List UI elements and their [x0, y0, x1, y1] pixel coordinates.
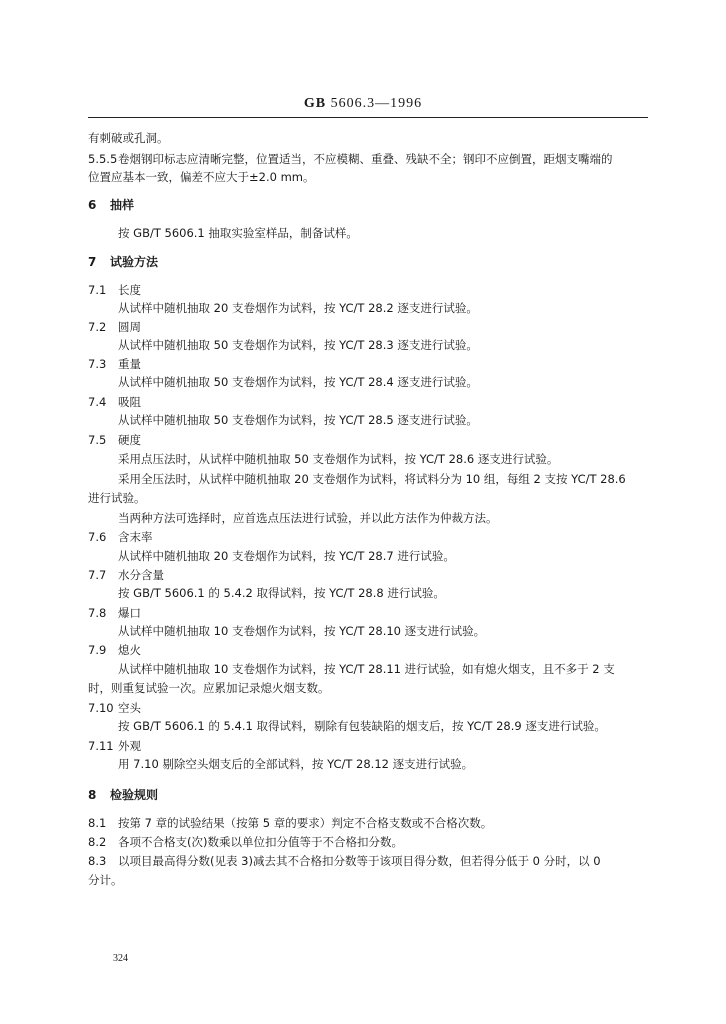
- clause-5-5-5-line-2: 位置应基本一致，偏差不应大于±2.0 mm。: [88, 170, 315, 184]
- clause-5-5-5-line-1: [88, 151, 653, 167]
- clause-7-4-body: 从试样中随机抽取 50 支卷烟作为试料，按 YC/T 28.5 逐支进行试验。: [118, 413, 478, 427]
- clause-7-8-body: 从试样中随机抽取 10 支卷烟作为试料，按 YC/T 28.10 逐支进行试验。: [118, 624, 486, 638]
- clause-7-1-body: 从试样中随机抽取 20 支卷烟作为试料，按 YC/T 28.2 逐支进行试验。: [118, 301, 478, 315]
- clause-title: 硬度: [118, 433, 141, 447]
- clause-number: 7.1: [88, 283, 107, 297]
- clause-title: 含末率: [118, 530, 153, 544]
- section-6-heading: [88, 197, 653, 213]
- clause-number: 7.8: [88, 606, 107, 620]
- page-header: [0, 96, 726, 112]
- clause-7-8-heading: [88, 605, 653, 621]
- clause-8-3-cont: 分计。: [88, 873, 123, 887]
- clause-7-5-body-2: 采用全压法时，从试样中随机抽取 20 支卷烟作为试料，将试料分为 10 组，每组 2 支按 YC/T 28.6: [118, 472, 626, 486]
- clause-7-5-body-2-cont: 进行试验。: [88, 491, 146, 505]
- clause-7-2-body: 从试样中随机抽取 50 支卷烟作为试料，按 YC/T 28.3 逐支进行试验。: [118, 338, 478, 352]
- clause-number: 7.3: [88, 357, 107, 371]
- clause-title: 水分含量: [118, 568, 164, 582]
- clause-number: 7.11: [88, 739, 114, 753]
- clause-7-11-body: 用 7.10 剔除空头烟支后的全部试料，按 YC/T 28.12 逐支进行试验。: [118, 757, 474, 771]
- clause-7-3-heading: [88, 356, 653, 372]
- section-title: 试验方法: [110, 255, 159, 269]
- clause-title: 爆口: [118, 606, 141, 620]
- clause-8-3: [88, 853, 653, 869]
- clause-title: 吸阻: [118, 395, 141, 409]
- standard-number: 5606.3—1996: [330, 96, 423, 111]
- clause-number: 5.5.5: [88, 152, 118, 166]
- clause-number: 7.4: [88, 395, 107, 409]
- section-number: 6: [88, 198, 97, 212]
- clause-number: 7.7: [88, 568, 107, 582]
- clause-number: 7.9: [88, 643, 107, 657]
- section-7-heading: [88, 254, 653, 270]
- clause-title: 重量: [118, 357, 141, 371]
- clause-number: 8.2: [88, 835, 107, 849]
- clause-7-5-body-3: 当两种方法可选择时，应首选点压法进行试验，并以此方法作为仲裁方法。: [118, 511, 498, 525]
- clause-number: 7.5: [88, 433, 107, 447]
- clause-title: 空头: [118, 701, 141, 715]
- clause-7-3-body: 从试样中随机抽取 50 支卷烟作为试料，按 YC/T 28.4 逐支进行试验。: [118, 375, 478, 389]
- clause-title: 圆周: [118, 320, 141, 334]
- section-number: 8: [88, 788, 97, 802]
- clause-8-2: [88, 834, 653, 850]
- continuation-text: 有刺破或孔洞。: [88, 131, 169, 145]
- clause-title: 外观: [118, 739, 141, 753]
- clause-text: 卷烟钢印标志应清晰完整，位置适当，不应模糊、重叠、残缺不全；钢印不应倒置，距烟支嘴端的: [118, 152, 613, 166]
- clause-text: 以项目最高得分数(见表 3)减去其不合格扣分数等于该项目得分数，但若得分低于 0 分时，以 0: [118, 854, 601, 868]
- clause-7-6-body: 从试样中随机抽取 20 支卷烟作为试料，按 YC/T 28.7 进行试验。: [118, 549, 455, 563]
- clause-7-7-heading: [88, 567, 653, 583]
- standard-prefix: GB: [303, 96, 327, 111]
- clause-text: 按第 7 章的试验结果（按第 5 章的要求）判定不合格支数或不合格次数。: [118, 816, 493, 830]
- clause-7-10-heading: [88, 700, 653, 716]
- clause-text: 各项不合格支(次)数乘以单位扣分值等于不合格扣分数。: [118, 835, 403, 849]
- section-6-body: 按 GB/T 5606.1 抽取实验室样品，制备试样。: [118, 226, 358, 240]
- section-title: 检验规则: [110, 788, 159, 802]
- clause-number: 7.6: [88, 530, 107, 544]
- clause-title: 长度: [118, 283, 141, 297]
- clause-7-10-body: 按 GB/T 5606.1 的 5.4.1 取得试料，剔除有包装缺陷的烟支后，按 YC/T 28.9 逐支进行试验。: [118, 719, 606, 733]
- clause-7-4-heading: [88, 394, 653, 410]
- clause-number: 8.1: [88, 816, 107, 830]
- clause-number: 7.10: [88, 701, 114, 715]
- section-number: 7: [88, 255, 97, 269]
- clause-8-1: [88, 815, 653, 831]
- clause-7-6-heading: [88, 529, 653, 545]
- section-title: 抽样: [110, 198, 135, 212]
- clause-number: 8.3: [88, 854, 107, 868]
- clause-7-9-heading: [88, 642, 653, 658]
- clause-7-1-heading: [88, 282, 653, 298]
- page-number: 324: [113, 953, 128, 964]
- section-8-heading: [88, 787, 653, 803]
- clause-7-5-body-1: 采用点压法时，从试样中随机抽取 50 支卷烟作为试料，按 YC/T 28.6 逐支进行试验。: [118, 452, 559, 466]
- clause-7-11-heading: [88, 738, 653, 754]
- clause-7-2-heading: [88, 319, 653, 335]
- clause-7-9-body-1: 从试样中随机抽取 10 支卷烟作为试料，按 YC/T 28.11 进行试验，如有熄火烟支，且不多于 2 支: [118, 662, 615, 676]
- header-rule: [88, 117, 648, 118]
- clause-7-9-body-2: 时，则重复试验一次。应累加记录熄火烟支数。: [88, 681, 330, 695]
- clause-title: 熄火: [118, 643, 141, 657]
- clause-7-7-body: 按 GB/T 5606.1 的 5.4.2 取得试料，按 YC/T 28.8 进行试验。: [118, 586, 445, 600]
- clause-7-5-heading: [88, 432, 653, 448]
- clause-number: 7.2: [88, 320, 107, 334]
